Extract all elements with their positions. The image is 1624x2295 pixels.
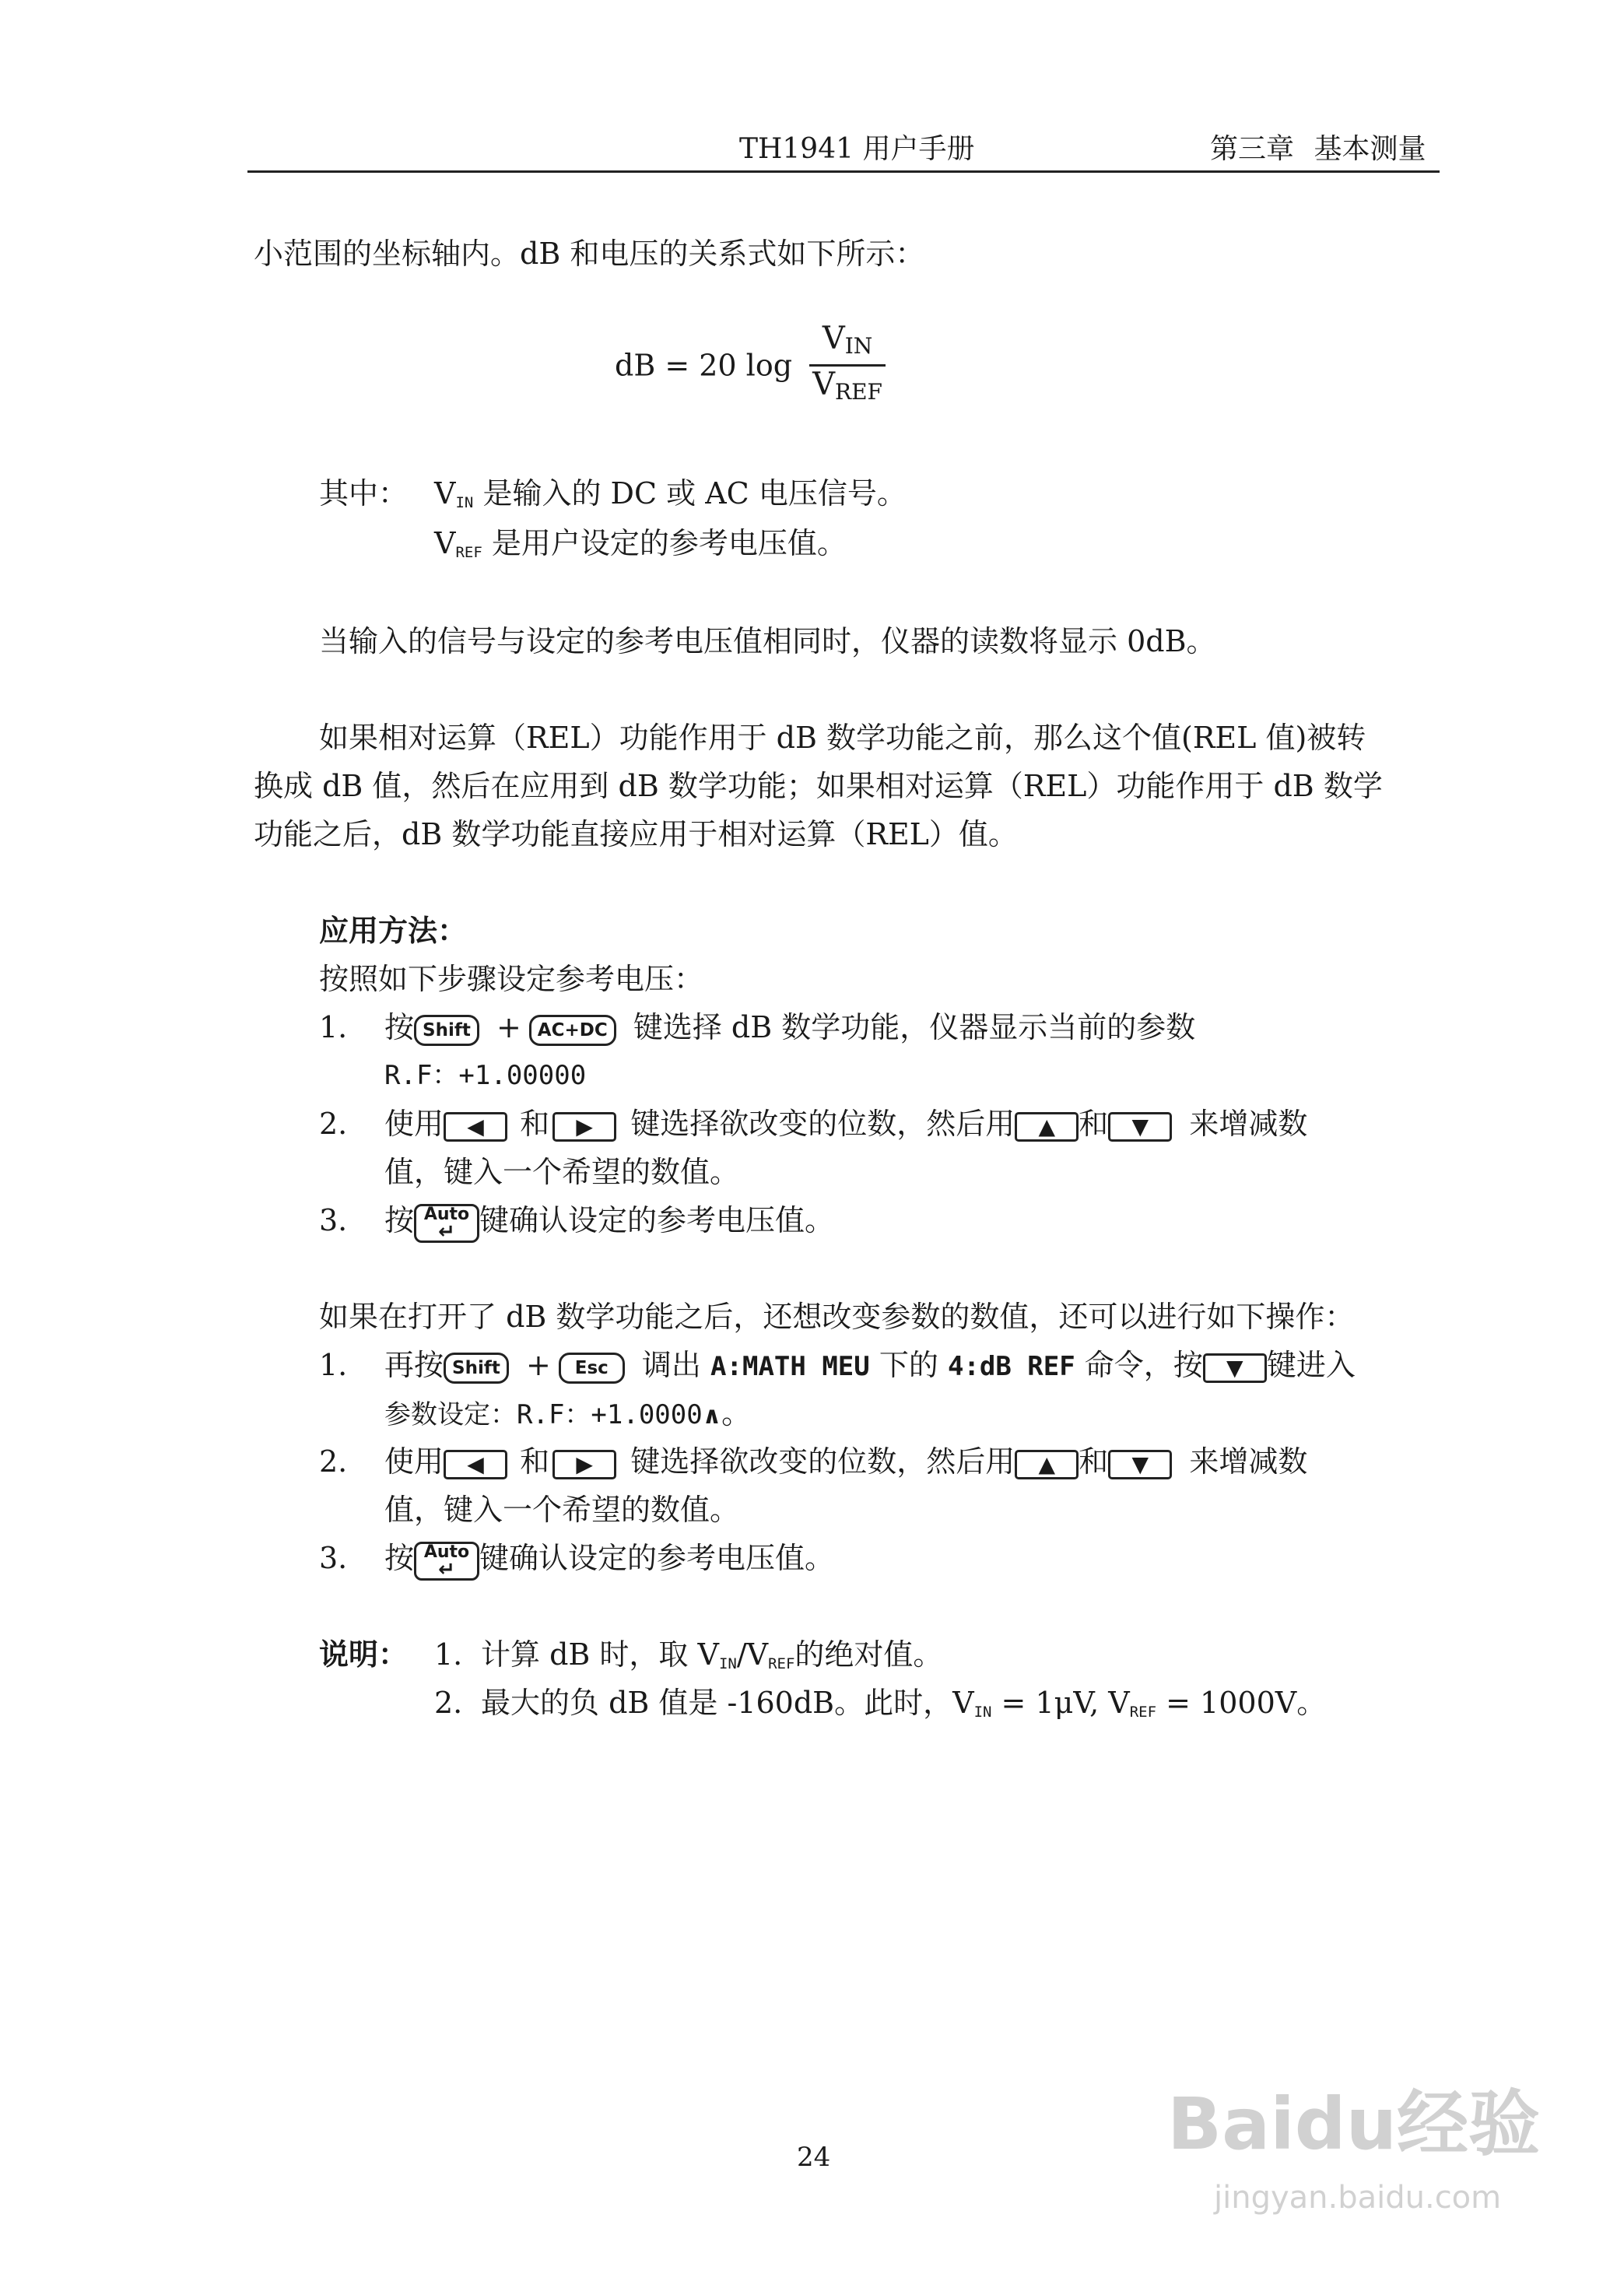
paragraph-rel-line-1: 如果相对运算（REL）功能作用于 dB 数学功能之前，那么这个值(REL 值)被转 — [319, 721, 1366, 755]
where-vref — [434, 520, 847, 576]
right-arrow-icon: ▶ — [576, 1113, 593, 1139]
page-number: 24 — [797, 2142, 831, 2173]
note-1-mid: /V — [736, 1637, 769, 1672]
plus-sign: + — [496, 1010, 521, 1044]
step-b1-call: 调出 — [641, 1348, 701, 1382]
note-1-post: 的绝对值。 — [794, 1637, 943, 1672]
formula-den-v: V — [812, 367, 836, 402]
step-a2-end: 来增减数 — [1189, 1107, 1308, 1141]
left-arrow-icon: ◀ — [467, 1113, 484, 1139]
auto-label: Auto — [423, 1542, 470, 1562]
step-a3-rest: 键确认设定的参考电压值。 — [479, 1203, 835, 1237]
vref-text: 是用户设定的参考电压值。 — [491, 526, 847, 560]
vin-sub: IN — [455, 494, 474, 511]
note-2 — [434, 1679, 1326, 1735]
step-b1-press: 再按 — [384, 1348, 444, 1382]
enter-icon: ↵ — [438, 1219, 455, 1244]
vref-v: V — [434, 526, 456, 560]
up-arrow-key[interactable] — [1015, 1112, 1079, 1142]
step-b2-mid: 键选择欲改变的位数，然后用 — [630, 1444, 1015, 1479]
note-1-sub-ref: REF — [768, 1655, 795, 1672]
step-a1-value: R.F：+1.00000 — [384, 1060, 587, 1091]
note-1-pre: 计算 dB 时，取 V — [481, 1637, 719, 1672]
step-b2-num: 2. — [319, 1444, 348, 1479]
watermark-url: jingyan.baidu.com — [1214, 2180, 1502, 2216]
step-a2-mid: 键选择欲改变的位数，然后用 — [630, 1107, 1015, 1141]
where-label: 其中： — [319, 476, 409, 511]
auto-label: Auto — [423, 1204, 470, 1224]
shift-key[interactable]: Shift — [444, 1353, 509, 1384]
up-arrow-key[interactable] — [1015, 1450, 1079, 1479]
note-1-num: 1. — [434, 1637, 463, 1672]
down-arrow-key[interactable] — [1108, 1112, 1172, 1142]
down-arrow-key[interactable] — [1108, 1450, 1172, 1479]
shift-key[interactable]: Shift — [414, 1015, 479, 1046]
vin-text: 是输入的 DC 或 AC 电压信号。 — [482, 476, 907, 511]
vin-v: V — [434, 476, 456, 511]
down-arrow-icon: ▼ — [1131, 1113, 1149, 1139]
paragraph-same-signal: 当输入的信号与设定的参考电压值相同时，仪器的读数将显示 0dB。 — [319, 624, 1216, 658]
note-1-sub-in: IN — [718, 1655, 737, 1672]
step-a3-num: 3. — [319, 1203, 348, 1237]
step-a1-rest: 键选择 dB 数学功能，仪器显示当前的参数 — [633, 1010, 1196, 1044]
paragraph-rel-line-3: 功能之后，dB 数学功能直接应用于相对运算（REL）值。 — [254, 817, 1018, 851]
formula-num-v: V — [822, 321, 845, 356]
vref-sub: REF — [455, 544, 482, 561]
esc-key[interactable]: Esc — [559, 1353, 625, 1384]
notes-label: 说明： — [319, 1637, 409, 1672]
step-b1-end: 键进入 — [1266, 1348, 1356, 1382]
formula-fraction — [809, 321, 886, 410]
step-b1-param: 参数设定：R.F：+1.0000 — [384, 1399, 703, 1430]
step-a3-press: 按 — [384, 1203, 415, 1237]
step-b1-cmd: 4:dB REF — [947, 1351, 1075, 1382]
right-arrow-key[interactable] — [552, 1450, 616, 1479]
header-chapter: 第三章 基本测量 — [1210, 133, 1426, 165]
plus-sign: + — [525, 1348, 551, 1382]
left-arrow-key[interactable] — [444, 1450, 507, 1479]
change-intro: 如果在打开了 dB 数学功能之后，还想改变参数的数值，还可以进行如下操作： — [319, 1300, 1355, 1334]
paragraph-rel-line-2: 换成 dB 值，然后在应用到 dB 数学功能；如果相对运算（REL）功能作用于 dB 数学 — [254, 769, 1383, 803]
note-2-sub-ref: REF — [1129, 1704, 1157, 1721]
step-a1-press: 按 — [384, 1010, 415, 1044]
db-formula — [615, 321, 886, 410]
acdc-key[interactable]: AC+DC — [529, 1015, 616, 1046]
watermark-logo: Baidu经验 — [1167, 2083, 1541, 2166]
step-b2-end: 来增减数 — [1189, 1444, 1308, 1479]
down-arrow-key[interactable] — [1203, 1353, 1267, 1383]
step-a2-use: 使用 — [384, 1107, 444, 1141]
header-manual-title: TH1941 用户手册 — [739, 133, 975, 165]
formula-lhs: dB = 20 log — [615, 348, 793, 383]
step-a1-num: 1. — [319, 1010, 348, 1044]
left-arrow-icon: ◀ — [467, 1451, 484, 1477]
auto-enter-key[interactable] — [414, 1204, 479, 1243]
usage-heading: 应用方法： — [319, 913, 468, 948]
step-b2 — [319, 1438, 1307, 1485]
usage-intro: 按照如下步骤设定参考电压： — [319, 962, 704, 996]
note-2-post: = 1000V。 — [1156, 1686, 1327, 1720]
step-a2-num: 2. — [319, 1107, 348, 1141]
note-2-sub-in: IN — [973, 1704, 992, 1721]
step-b1-under: 下的 — [879, 1348, 938, 1382]
right-arrow-icon: ▶ — [576, 1451, 593, 1477]
header-rule — [247, 170, 1440, 173]
step-a2-cont: 值，键入一个希望的数值。 — [384, 1155, 740, 1189]
step-b2-and: 和 — [520, 1444, 550, 1479]
step-a2 — [319, 1100, 1307, 1147]
step-b1-cont — [384, 1390, 751, 1440]
down-arrow-icon: ▼ — [1131, 1451, 1149, 1477]
step-a3 — [319, 1197, 834, 1244]
up-arrow-icon: ▲ — [1038, 1113, 1056, 1139]
formula-den-sub: REF — [835, 379, 882, 405]
step-a2-and2: 和 — [1079, 1107, 1109, 1141]
note-2-mid: = 1μV, V — [991, 1686, 1130, 1720]
note-2-pre: 最大的负 dB 值是 -160dB。此时，V — [481, 1686, 974, 1720]
note-2-num: 2. — [434, 1686, 463, 1720]
right-arrow-key[interactable] — [552, 1112, 616, 1142]
step-a2-and: 和 — [520, 1107, 550, 1141]
left-arrow-key[interactable] — [444, 1112, 507, 1142]
formula-num-sub: IN — [844, 333, 873, 359]
step-b2-use: 使用 — [384, 1444, 444, 1479]
step-b3-press: 按 — [384, 1541, 415, 1575]
auto-enter-key[interactable] — [414, 1542, 479, 1581]
caret-icon: ∧ — [702, 1402, 722, 1430]
step-b1-menu: A:MATH MEU — [710, 1351, 870, 1382]
intro-text: 小范围的坐标轴内。dB 和电压的关系式如下所示： — [254, 237, 925, 271]
step-b1-order: 命令，按 — [1084, 1348, 1203, 1382]
step-b2-cont: 值，键入一个希望的数值。 — [384, 1493, 740, 1527]
enter-icon: ↵ — [438, 1557, 455, 1581]
step-b3 — [319, 1535, 834, 1581]
step-b3-num: 3. — [319, 1541, 348, 1575]
step-b1-num: 1. — [319, 1348, 348, 1382]
where-vin — [319, 470, 907, 526]
step-a1 — [319, 1004, 1195, 1051]
step-b3-rest: 键确认设定的参考电压值。 — [479, 1541, 835, 1575]
step-b1 — [319, 1342, 1356, 1390]
step-b2-and2: 和 — [1079, 1444, 1109, 1479]
up-arrow-icon: ▲ — [1038, 1451, 1056, 1477]
down-arrow-icon: ▼ — [1226, 1354, 1243, 1381]
step-b1-period: 。 — [721, 1396, 752, 1430]
